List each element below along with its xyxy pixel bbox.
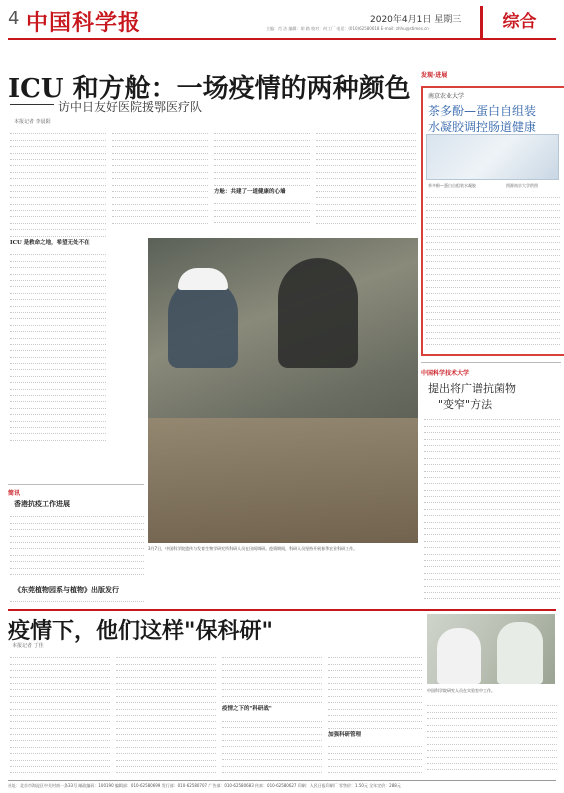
bottom-column-1 xyxy=(10,652,110,776)
photo-researcher-2 xyxy=(497,622,543,684)
photo-person-right xyxy=(278,258,358,368)
divider xyxy=(8,484,144,485)
right-story-title-line-2: "变窄"方法 xyxy=(438,398,493,411)
field-photo xyxy=(148,238,418,543)
bottom-headline: 疫情下，他们这样"保科研" xyxy=(8,618,273,644)
lead-column-3 xyxy=(214,128,310,228)
sidebar-image-credit: 图源南京大学供图 xyxy=(506,183,538,188)
sidebar-image-caption: 茶多酚—蛋白自组装水凝胶 xyxy=(428,183,476,188)
brief-text-1 xyxy=(10,511,144,581)
lab-photo-caption: 中国科学院研究人员在实验室中工作。 xyxy=(427,688,495,693)
bottom-column-5 xyxy=(427,700,557,776)
bottom-byline: 本报记者 丁佳 xyxy=(12,643,44,649)
bottom-subhead-2: 加强科研管理 xyxy=(328,731,362,738)
photo-hat xyxy=(178,268,228,290)
sidebar-title-line-2: 水凝胶调控肠道健康 xyxy=(428,120,537,134)
lead-column-2 xyxy=(112,128,208,228)
lab-photo xyxy=(427,614,555,684)
briefs-label: 简讯 xyxy=(8,490,21,497)
page-number: 4 xyxy=(8,8,20,29)
lead-subhead-2: 方舱：共建了一道健康的心墙 xyxy=(214,188,286,195)
photo-caption: 3月7日，中国科学院遗传与发育生物学研究所科研人员在田间调研。疫情期间，科研人员坚持开展春季农业科研工作。 xyxy=(148,546,358,551)
editor-credits: 主编：肖 洁 编辑：胡 路 校对：何工厂 电话：(010)62580618 E-mail: zhhu@stimes.cn xyxy=(266,26,429,31)
right-story-title-line-1: 提出将广谱抗菌物 xyxy=(428,382,516,395)
divider xyxy=(421,362,561,363)
bottom-column-2 xyxy=(116,652,216,776)
sidebar-text xyxy=(426,192,560,352)
lead-subhead-1: ICU 是救命之地，希望无处不在 xyxy=(10,239,90,246)
page-footer: 社址：北京市海淀区中关村南一条33号 邮政编码：100190 编辑部：010-62580699 发行部：010-62580707 广告部：010-62580683 传真：010-62580627 印刷：人民日报印刷厂 零售价：1.50元 全年定价：288元 xyxy=(8,780,556,789)
subhead-dash xyxy=(10,104,54,105)
photo-ground xyxy=(148,418,418,543)
newspaper-logo: 中国科学报 xyxy=(26,10,142,36)
brief-text-2 xyxy=(10,596,144,606)
brief-title-2: 《东莞植物园系与植物》出版发行 xyxy=(14,585,119,594)
photo-person-left xyxy=(168,278,238,368)
bottom-column-4 xyxy=(328,652,422,776)
bottom-subhead-1: 疫情之下的"科研战" xyxy=(222,706,272,713)
lead-byline: 本报记者 李晨阳 xyxy=(14,119,51,125)
issue-date: 2020年4月1日 星期三 xyxy=(370,15,462,25)
sidebar-institution: 南京农业大学 xyxy=(428,93,465,100)
brief-title-1: 香港抗疫工作进展 xyxy=(14,499,70,508)
section-name: 综合 xyxy=(480,6,556,38)
sidebar-title-line-1: 茶多酚—蛋白自组装 xyxy=(428,104,537,118)
right-story-label: 中国科学技术大学 xyxy=(421,370,470,377)
sidebar-image xyxy=(426,134,559,180)
lead-column-1 xyxy=(10,128,106,480)
masthead xyxy=(8,6,556,40)
lead-column-4 xyxy=(316,128,416,228)
lead-headline: ICU 和方舱：一场疫情的两种颜色 xyxy=(8,74,411,104)
photo-researcher-1 xyxy=(437,628,481,684)
bottom-column-3 xyxy=(222,652,322,776)
right-story-text xyxy=(424,414,560,604)
sidebar-tag: 发现·进展 xyxy=(421,72,448,79)
bottom-divider xyxy=(8,609,556,611)
lead-subhead: 访中日友好医院援鄂医疗队 xyxy=(58,100,203,114)
